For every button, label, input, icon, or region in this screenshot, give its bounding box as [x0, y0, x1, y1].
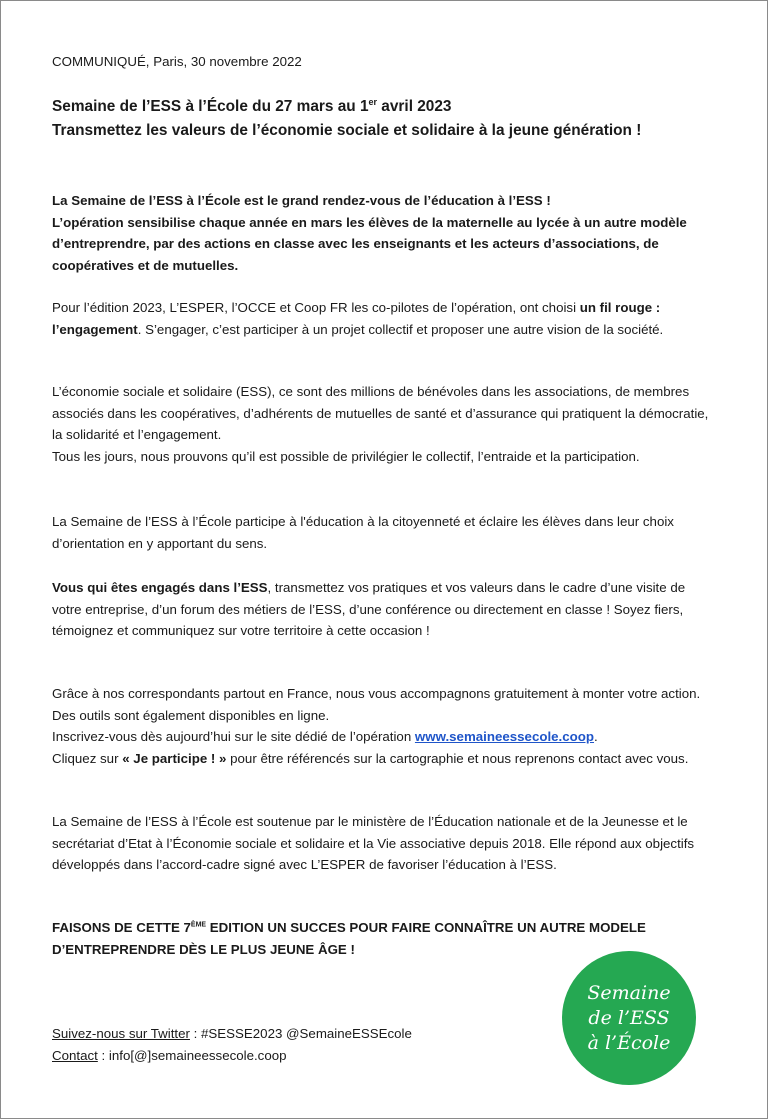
title-text-end: avril 2023 [377, 98, 452, 115]
ess-paragraph [52, 381, 712, 467]
logo-line-2: de l’ESS [588, 1006, 670, 1029]
contact-label: Contact [52, 1047, 98, 1063]
support-line-3 [52, 748, 712, 770]
dateline: COMMUNIQUÉ, Paris, 30 novembre 2022 [52, 54, 302, 69]
engagement-paragraph [52, 577, 712, 642]
contact-email: : info[@]semaineessecole.coop [97, 1047, 287, 1063]
ess-line-1: L’économie sociale et solidaire (ESS), ce sont des millions de bénévoles dans les associations, de membres associés dans les coopératives, d’adhérents de mutuelles de santé et d’assurance qui pratiquent la démocratie, la solidarité et l’engagement. [52, 384, 709, 443]
title-line-2: Transmettez les valeurs de l’économie sociale et solidaire à la jeune génération ! [52, 121, 642, 139]
logo-line-1: Semaine [587, 981, 671, 1004]
support-line-1: Grâce à nos correspondants partout en France, nous vous accompagnons gratuitement à monter votre action. Des outils sont également disponibles en ligne. [52, 686, 701, 723]
support-paragraph [52, 683, 712, 769]
ministry-text: La Semaine de l’ESS à l’École est soutenue par le ministère de l’Éducation nationale et de la Jeunesse et le secrétariat d’Etat à l’Économie sociale et solidaire et la Vie associative depuis 2018. Elle répond aux objectifs développés dans l’accord-cadre signé avec L’ESPER de favoriser l’éducation à l’ESS. [52, 814, 695, 873]
website-link[interactable]: www.semaineessecole.coop [414, 729, 595, 745]
theme-paragraph [52, 297, 712, 340]
press-release-title [52, 95, 714, 142]
title-text: Semaine de l’ESS à l’École du 27 mars au 1 [52, 98, 369, 115]
contact-line [52, 1045, 552, 1067]
closing-text: FAISONS DE CETTE 7 [52, 920, 191, 935]
ministry-paragraph [52, 811, 712, 876]
twitter-line [52, 1023, 552, 1045]
closing-text-end: EDITION UN SUCCES POUR FAIRE CONNAÎTRE UN AUTRE MODELE D’ENTREPRENDRE DÈS LE PLUS JEUNE ÂGE ! [52, 920, 646, 957]
intro-paragraph [52, 190, 712, 276]
ess-line-2: Tous les jours, nous prouvons qu’il est possible de privilégier le collectif, l’entraide et la participation. [52, 448, 640, 464]
theme-text: Pour l’édition 2023, L’ESPER, l’OCCE et Coop FR les co-pilotes de l’opération, ont choisi [52, 300, 580, 315]
citizenship-paragraph [52, 511, 712, 554]
support-text: Inscrivez-vous dès aujourd’hui sur le site dédié de l’opération [52, 729, 415, 745]
support-text-end: . [594, 729, 598, 745]
footer [52, 1023, 552, 1066]
intro-line-1: La Semaine de l’ESS à l’École est le grand rendez-vous de l’éducation à l’ESS ! [52, 193, 551, 208]
theme-highlight: un fil rouge : l’engagement [52, 300, 661, 337]
je-participe-label: « Je participe ! » [122, 750, 227, 766]
twitter-label: Suivez-nous sur Twitter [52, 1026, 190, 1041]
cta-text: Cliquez sur [52, 750, 123, 766]
closing-superscript: ÈME [190, 921, 207, 929]
semaine-ess-logo [562, 951, 696, 1085]
support-line-2 [52, 726, 712, 748]
citizenship-text: La Semaine de l’ESS à l’École participe à l'éducation à la citoyenneté et éclaire les élèves dans leur choix d’orientation en y apportant du sens. [52, 514, 674, 551]
twitter-handles: : #SESSE2023 @SemaineESSEcole [189, 1026, 412, 1041]
theme-text-end: . S’engager, c’est participer à un projet collectif et proposer une autre vision de la société. [137, 321, 664, 337]
logo-line-3: à l’École [587, 1031, 671, 1054]
title-line-1 [52, 95, 714, 119]
title-superscript: er [368, 96, 378, 107]
cta-text-end: pour être référencés sur la cartographie et nous reprenons contact avec vous. [226, 750, 689, 766]
intro-line-2: L’opération sensibilise chaque année en mars les élèves de la maternelle au lycée à un autre modèle d’entreprendre, par des actions en classe avec les enseignants et les acteurs d’associations, de coopératives et de mutuelles. [52, 214, 687, 273]
engagement-text: , transmettez vos pratiques et vos valeurs dans le cadre d’une visite de votre entreprise, d’un forum des métiers de l’ESS, d’une conférence ou directement en classe ! Soyez fiers, témoignez et communiquez sur votre territoire à cette occasion ! [52, 580, 686, 639]
engagement-highlight: Vous qui êtes engagés dans l’ESS [52, 580, 268, 595]
